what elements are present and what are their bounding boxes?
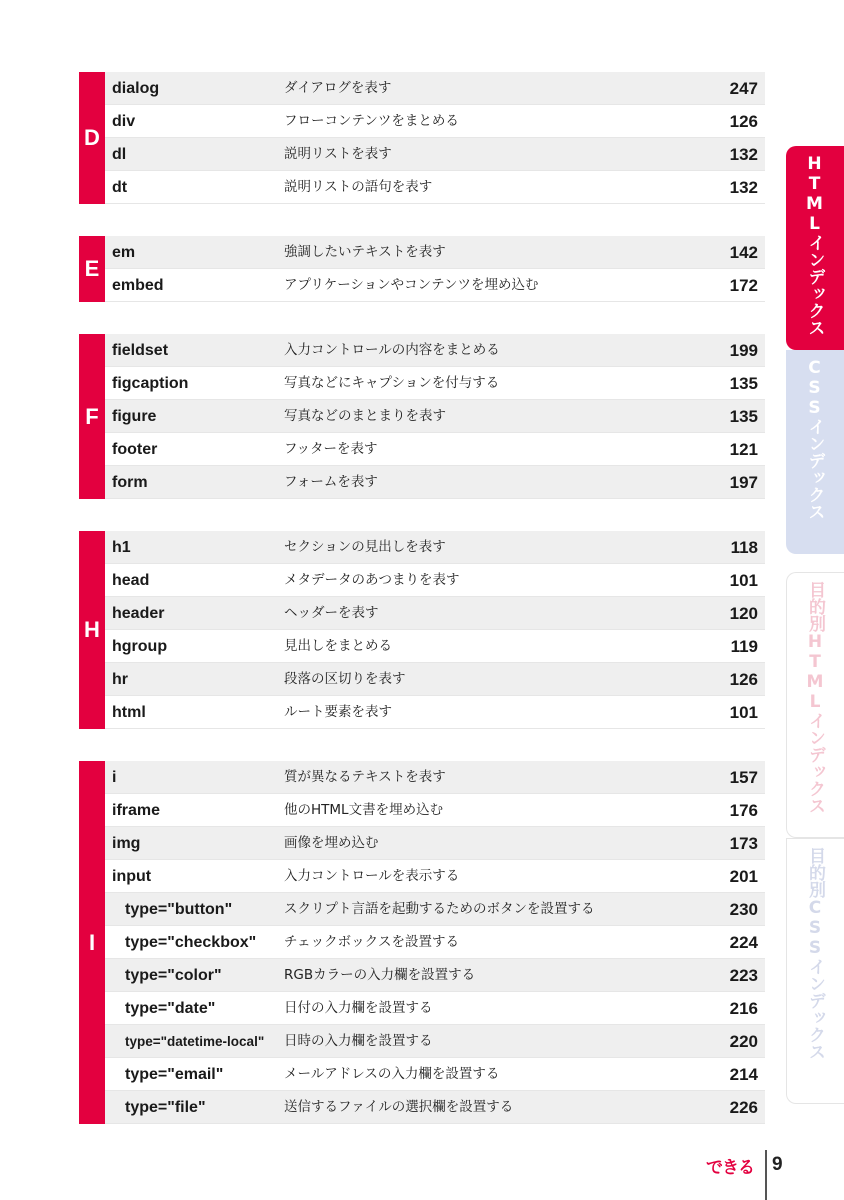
element-description: 他のHTML文書を埋め込む: [284, 802, 444, 818]
element-name: type="button": [125, 901, 233, 918]
page-number: 9: [772, 1154, 783, 1175]
index-row[interactable]: [105, 630, 765, 663]
index-row[interactable]: [105, 531, 765, 564]
page-reference: 173: [729, 834, 758, 853]
index-table: [79, 72, 765, 1156]
section-letter: F: [79, 334, 105, 499]
page-reference: 126: [729, 112, 758, 131]
page-reference: 135: [729, 407, 758, 426]
index-row[interactable]: [105, 433, 765, 466]
page-reference: 119: [730, 637, 758, 656]
element-description: フォームを表す: [284, 474, 378, 490]
element-description: セクションの見出しを表す: [284, 539, 446, 555]
page-reference: 247: [729, 79, 758, 98]
section-letter: D: [79, 72, 105, 204]
element-description: 入力コントロールの内容をまとめる: [284, 342, 500, 358]
page-reference: 172: [729, 276, 758, 295]
element-name: dl: [112, 146, 127, 163]
page-reference: 223: [729, 966, 758, 985]
index-row[interactable]: [105, 860, 765, 893]
element-name: fieldset: [112, 342, 169, 359]
index-section: [79, 531, 765, 729]
index-row[interactable]: [105, 269, 765, 302]
element-description: 説明リストを表す: [284, 146, 392, 162]
index-row[interactable]: [105, 72, 765, 105]
page-reference: 220: [729, 1032, 758, 1051]
element-name: img: [112, 835, 141, 852]
index-row[interactable]: [105, 1091, 765, 1124]
section-letter: H: [79, 531, 105, 729]
page-reference: 157: [729, 768, 758, 787]
element-name: header: [112, 605, 165, 622]
element-name: i: [112, 769, 117, 786]
element-name: input: [112, 868, 152, 885]
element-description: 写真などにキャプションを付与する: [284, 375, 500, 391]
page-reference: 132: [729, 178, 758, 197]
element-description: メールアドレスの入力欄を設置する: [284, 1066, 500, 1082]
page-reference: 126: [729, 670, 758, 689]
page-reference: 176: [729, 801, 758, 820]
index-row[interactable]: [105, 334, 765, 367]
element-name: div: [112, 113, 136, 130]
page-reference: 118: [730, 538, 758, 557]
page-reference: 224: [729, 933, 758, 952]
element-name: hr: [112, 671, 128, 688]
tab-html-index-label: HTMLインデックス: [804, 154, 825, 336]
index-row[interactable]: [105, 171, 765, 204]
element-description: 見出しをまとめる: [284, 638, 392, 654]
element-name: dialog: [112, 80, 160, 97]
page-reference: 135: [729, 374, 758, 393]
element-name: h1: [112, 539, 131, 556]
tab-purpose-css-index[interactable]: [786, 838, 844, 1104]
page-reference: 101: [729, 571, 758, 590]
element-name: form: [112, 474, 148, 491]
element-description: チェックボックスを設置する: [284, 934, 459, 950]
element-name: figure: [112, 408, 157, 425]
element-description: 写真などのまとまりを表す: [284, 408, 446, 424]
index-row[interactable]: [105, 466, 765, 499]
index-row[interactable]: [105, 597, 765, 630]
index-row[interactable]: [105, 663, 765, 696]
element-description: 説明リストの語句を表す: [284, 179, 433, 195]
index-row[interactable]: [105, 1025, 765, 1058]
element-name: em: [112, 244, 136, 261]
element-description: RGBカラーの入力欄を設置する: [284, 967, 476, 983]
element-name: hgroup: [112, 638, 168, 655]
page-reference: 121: [729, 440, 758, 459]
element-description: 送信するファイルの選択欄を設置する: [284, 1099, 514, 1115]
index-row[interactable]: [105, 696, 765, 729]
page-reference: 142: [729, 243, 758, 262]
element-description: 日付の入力欄を設置する: [284, 1000, 433, 1016]
element-name: type="date": [125, 1000, 216, 1017]
index-section: [79, 72, 765, 204]
element-description: フローコンテンツをまとめる: [284, 113, 459, 129]
index-section: [79, 334, 765, 499]
tab-css-index[interactable]: [786, 350, 844, 554]
page-reference: 197: [729, 473, 758, 492]
page-reference: 216: [729, 999, 758, 1018]
index-row[interactable]: [105, 1058, 765, 1091]
index-section: [79, 236, 765, 302]
tab-purpose-html-index[interactable]: [786, 572, 844, 838]
page-reference: 101: [729, 703, 758, 722]
index-row[interactable]: [105, 564, 765, 597]
tab-css-index-label: CSSインデックス: [804, 358, 825, 520]
element-name: dt: [112, 179, 128, 196]
tab-purpose-html-index-label: 目的別HTMLインデックス: [805, 581, 825, 814]
element-description: 入力コントロールを表示する: [284, 868, 460, 884]
page-reference: 201: [729, 867, 758, 886]
page-reference: 199: [729, 341, 758, 360]
element-description: 日時の入力欄を設置する: [284, 1033, 433, 1049]
index-row[interactable]: [105, 794, 765, 827]
element-name: type="checkbox": [125, 934, 257, 951]
element-name: type="email": [125, 1066, 224, 1083]
index-section: [79, 761, 765, 1124]
tab-purpose-css-index-label: 目的別CSSインデックス: [805, 847, 825, 1060]
element-name: type="color": [125, 967, 222, 984]
element-name: iframe: [112, 802, 161, 819]
index-row[interactable]: [105, 236, 765, 269]
index-row[interactable]: [105, 367, 765, 400]
index-row[interactable]: [105, 761, 765, 794]
element-description: メタデータのあつまりを表す: [284, 572, 460, 588]
element-description: ダイアログを表す: [284, 80, 392, 96]
element-description: ルート要素を表す: [284, 704, 392, 720]
brand-logo: できる: [706, 1158, 754, 1178]
page-reference: 120: [729, 604, 758, 623]
page-reference: 226: [729, 1098, 758, 1117]
element-name: type="datetime-local": [125, 1034, 265, 1049]
element-name: html: [112, 704, 146, 721]
footer-divider: [765, 1150, 767, 1200]
page-reference: 132: [729, 145, 758, 164]
index-row[interactable]: [105, 893, 765, 926]
index-row[interactable]: [105, 992, 765, 1025]
index-row[interactable]: [105, 105, 765, 138]
index-row[interactable]: [105, 827, 765, 860]
element-description: 画像を埋め込む: [284, 835, 379, 851]
element-description: アプリケーションやコンテンツを埋め込む: [284, 277, 539, 293]
element-description: 段落の区切りを表す: [284, 671, 406, 687]
element-name: embed: [112, 277, 164, 294]
index-row[interactable]: [105, 138, 765, 171]
page-reference: 230: [729, 900, 758, 919]
element-description: スクリプト言語を起動するためのボタンを設置する: [284, 901, 595, 917]
element-name: head: [112, 572, 150, 589]
element-name: footer: [112, 441, 158, 458]
element-name: figcaption: [112, 375, 189, 392]
section-letter: I: [79, 761, 105, 1124]
index-row[interactable]: [105, 959, 765, 992]
index-row[interactable]: [105, 926, 765, 959]
element-name: type="file": [125, 1099, 206, 1116]
page-reference: 214: [729, 1065, 758, 1084]
element-description: フッターを表す: [284, 441, 378, 457]
index-row[interactable]: [105, 400, 765, 433]
element-description: ヘッダーを表す: [284, 605, 379, 621]
element-description: 強調したいテキストを表す: [284, 244, 446, 260]
tab-html-index[interactable]: [786, 146, 844, 350]
section-letter: E: [79, 236, 105, 302]
element-description: 質が異なるテキストを表す: [284, 769, 446, 785]
